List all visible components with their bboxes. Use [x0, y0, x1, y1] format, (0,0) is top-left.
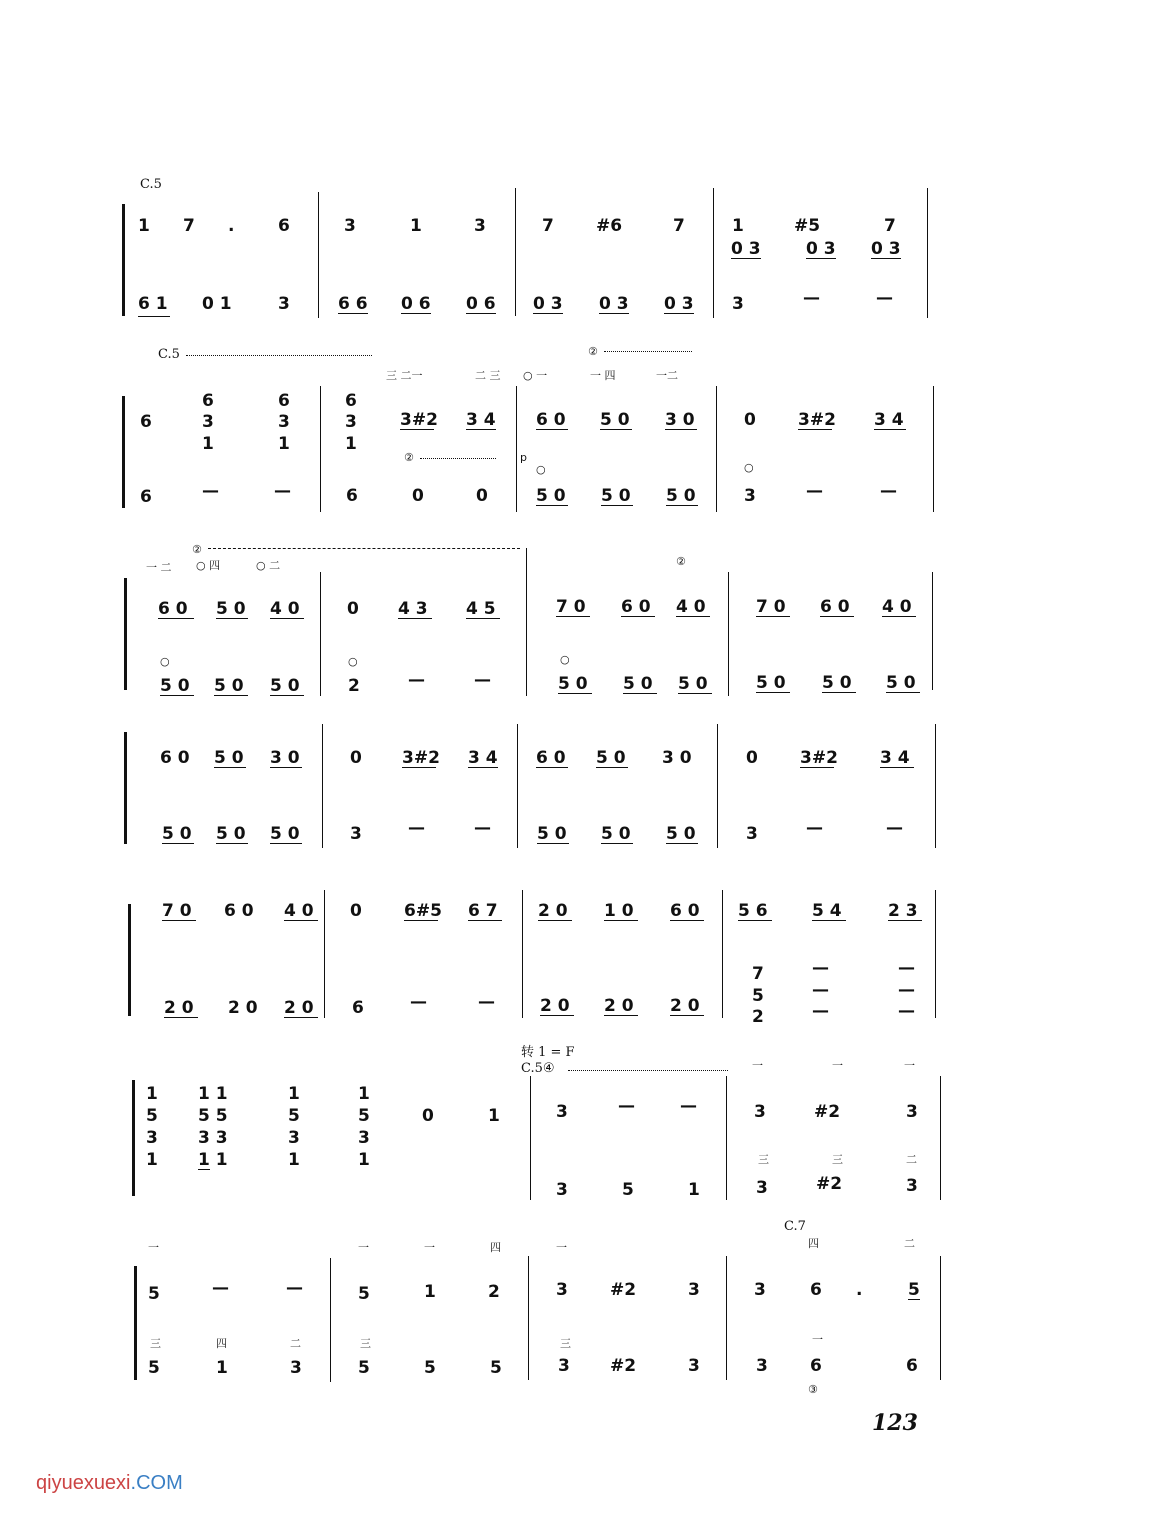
- fingering: 二 三: [475, 369, 501, 382]
- brace: [128, 904, 131, 1016]
- note: 6 0: [224, 901, 254, 921]
- note: —: [806, 818, 823, 838]
- barline: [320, 572, 321, 696]
- note: 5: [622, 1180, 634, 1200]
- note: 7: [673, 216, 685, 236]
- note: 0: [746, 748, 758, 768]
- note: 5 0: [678, 674, 708, 694]
- note: 0 3: [731, 239, 761, 259]
- note: 6: [906, 1356, 918, 1376]
- note: 7: [752, 964, 764, 984]
- note: 7 0: [162, 901, 192, 921]
- note: 1: [202, 434, 214, 454]
- key-change: 转 1 = F: [521, 1045, 575, 1060]
- note: 0: [350, 901, 362, 921]
- note: 5 0: [756, 673, 786, 693]
- note: 3: [688, 1280, 700, 1300]
- note: 3: [556, 1280, 568, 1300]
- barline: [728, 572, 729, 696]
- note: 5: [490, 1358, 502, 1378]
- note: 1: [424, 1282, 436, 1302]
- dynamic: p: [520, 451, 527, 464]
- note: 3: [754, 1280, 766, 1300]
- note: 3: [278, 412, 290, 432]
- note: 0 3: [533, 294, 563, 314]
- fingering: 三: [360, 1337, 371, 1350]
- barline: [517, 724, 518, 848]
- note: #2: [816, 1174, 843, 1194]
- note: 5 0: [558, 674, 588, 694]
- note: 1: [138, 216, 150, 236]
- note: 0 3: [664, 294, 694, 314]
- watermark: [36, 1472, 183, 1495]
- note: 4 0: [284, 901, 314, 921]
- fingering: 一: [148, 1241, 159, 1254]
- note: 2: [488, 1282, 500, 1302]
- note: 1: [216, 1358, 228, 1378]
- barline: [935, 724, 936, 848]
- note: #5: [794, 216, 821, 236]
- note: 3 4: [874, 410, 904, 430]
- note: —: [202, 481, 219, 501]
- note: —: [474, 818, 491, 838]
- fingering: 一: [424, 1241, 435, 1254]
- note: 6 6: [338, 294, 368, 314]
- note: 3: [688, 1356, 700, 1376]
- note: 0: [347, 599, 359, 619]
- note: 6: [278, 216, 290, 236]
- barline: [526, 548, 527, 696]
- note: —: [408, 670, 425, 690]
- barline: [933, 386, 934, 512]
- note: 7: [884, 216, 896, 236]
- barline: [927, 188, 928, 318]
- note: 0: [350, 748, 362, 768]
- note: 1: [146, 1084, 158, 1104]
- open-string: ○: [348, 655, 358, 668]
- note: 6 1: [138, 294, 168, 314]
- note: —: [274, 481, 291, 501]
- note: —: [812, 980, 829, 1000]
- note: #6: [596, 216, 623, 236]
- note: 3#2: [798, 410, 836, 430]
- note: 3: [754, 1102, 766, 1122]
- note: 5 4: [812, 901, 842, 921]
- note: 5 0: [270, 676, 300, 696]
- note: 5 0: [666, 824, 696, 844]
- note: 2 3: [888, 901, 918, 921]
- fingering: 三 二一: [386, 369, 423, 382]
- fingering: 三: [758, 1153, 769, 1166]
- note: 2 0: [670, 996, 700, 1016]
- mark: C.5: [140, 177, 162, 192]
- fingering: 一 二: [146, 561, 172, 574]
- barline: [522, 890, 523, 1018]
- note: 1: [688, 1180, 700, 1200]
- note: 6 0: [670, 901, 700, 921]
- note: 6: [345, 391, 357, 411]
- barline: [713, 188, 714, 318]
- string-mark: ②: [404, 451, 414, 464]
- note: 5 0: [601, 486, 631, 506]
- note: 1: [358, 1150, 370, 1170]
- note: 5 0: [216, 824, 246, 844]
- note: #2: [814, 1102, 841, 1122]
- barline: [940, 1256, 941, 1380]
- note: 5 0: [214, 676, 244, 696]
- note: 3: [732, 294, 744, 314]
- mark: C.7: [784, 1219, 806, 1234]
- note: 1: [146, 1150, 158, 1170]
- note: —: [886, 818, 903, 838]
- note: 6 7: [468, 901, 498, 921]
- note: 5 0: [162, 824, 192, 844]
- note: 3: [556, 1180, 568, 1200]
- fingering: 四: [808, 1237, 819, 1250]
- note: 5: [424, 1358, 436, 1378]
- note: —: [898, 980, 915, 1000]
- fingering: 四: [216, 1337, 227, 1350]
- note: 3#2: [800, 748, 838, 768]
- string-mark: ②: [588, 345, 598, 358]
- brace: [124, 732, 127, 844]
- note: 7 0: [756, 597, 786, 617]
- barline: [320, 386, 321, 512]
- fingering: 一: [812, 1333, 823, 1346]
- note: 0: [412, 486, 424, 506]
- note: 4 3: [398, 599, 428, 619]
- note: 1 1: [198, 1150, 228, 1170]
- note: 2 0: [604, 996, 634, 1016]
- note: 3: [556, 1102, 568, 1122]
- note: 3 3: [198, 1128, 228, 1148]
- barline: [324, 890, 325, 1018]
- note: 1: [410, 216, 422, 236]
- note: 6: [352, 998, 364, 1018]
- note: —: [806, 481, 823, 501]
- barline: [528, 1256, 529, 1380]
- note: 1: [278, 434, 290, 454]
- note: 0 6: [466, 294, 496, 314]
- note: 4 0: [270, 599, 300, 619]
- note: —: [803, 288, 820, 308]
- note: 1: [345, 434, 357, 454]
- note: 6#5: [404, 901, 442, 921]
- note: 3: [146, 1128, 158, 1148]
- note: 4 0: [882, 597, 912, 617]
- note: —: [212, 1278, 229, 1298]
- note: 5 0: [666, 486, 696, 506]
- note: 3: [358, 1128, 370, 1148]
- note: 3 0: [270, 748, 300, 768]
- note: 4 5: [466, 599, 496, 619]
- note: 5: [148, 1284, 160, 1304]
- note: 3: [290, 1358, 302, 1378]
- note: —: [408, 818, 425, 838]
- note: 3: [756, 1178, 768, 1198]
- open-string: ○: [160, 655, 170, 668]
- brace: [134, 1266, 137, 1380]
- note: 6 0: [158, 599, 188, 619]
- note: 2 0: [228, 998, 258, 1018]
- note: 6: [278, 391, 290, 411]
- note: 5: [358, 1284, 370, 1304]
- barline: [726, 1076, 727, 1200]
- note: 3: [345, 412, 357, 432]
- barline: [318, 192, 319, 318]
- note: 6 0: [160, 748, 190, 768]
- note: 6: [202, 391, 214, 411]
- note: —: [286, 1278, 303, 1298]
- watermark-part-2: .COM: [130, 1472, 183, 1494]
- note: 5 0: [822, 673, 852, 693]
- note: 3: [744, 486, 756, 506]
- note: —: [478, 992, 495, 1012]
- note: —: [812, 958, 829, 978]
- note: 5: [752, 986, 764, 1006]
- barline: [932, 572, 933, 690]
- note: 3: [756, 1356, 768, 1376]
- note: 5 0: [601, 824, 631, 844]
- barline: [716, 386, 717, 512]
- note: 2: [348, 676, 360, 696]
- note: 0 6: [401, 294, 431, 314]
- note: 0 3: [871, 239, 901, 259]
- note: 2: [752, 1007, 764, 1027]
- fingering: 一: [752, 1059, 763, 1072]
- note: 5 0: [886, 673, 916, 693]
- barline: [935, 890, 936, 1018]
- note: 1 1: [198, 1084, 228, 1104]
- note: 0: [476, 486, 488, 506]
- note: .: [856, 1280, 863, 1300]
- note: 5 0: [596, 748, 626, 768]
- fingering: 二: [290, 1337, 301, 1350]
- brace: [122, 396, 125, 508]
- fingering: 四: [490, 1241, 501, 1254]
- note: 5: [908, 1280, 920, 1300]
- note: 5 0: [537, 824, 567, 844]
- note: 6: [140, 487, 152, 507]
- barline: [530, 1076, 531, 1200]
- note: 6: [140, 412, 152, 432]
- note: 0: [744, 410, 756, 430]
- note: 0 3: [806, 239, 836, 259]
- note: 5: [358, 1106, 370, 1126]
- note: 5: [288, 1106, 300, 1126]
- barline: [330, 1258, 331, 1382]
- note: 1 0: [604, 901, 634, 921]
- fingering: 三: [150, 1337, 161, 1350]
- fingering: 一: [832, 1059, 843, 1072]
- note: 3: [906, 1102, 918, 1122]
- fingering: 一: [358, 1241, 369, 1254]
- note: 2 0: [164, 998, 194, 1018]
- note: —: [410, 992, 427, 1012]
- note: 3: [278, 294, 290, 314]
- note: —: [898, 958, 915, 978]
- note: 3: [906, 1176, 918, 1196]
- note: 5 0: [270, 824, 300, 844]
- note: 1: [358, 1084, 370, 1104]
- note: 3: [344, 216, 356, 236]
- note: 6 0: [820, 597, 850, 617]
- barline: [516, 386, 517, 512]
- note: —: [876, 288, 893, 308]
- mark: C.5④: [521, 1061, 555, 1076]
- note: 7: [183, 216, 195, 236]
- note: —: [812, 1001, 829, 1021]
- note: 5: [148, 1358, 160, 1378]
- note: 3#2: [402, 748, 440, 768]
- barline: [726, 1256, 727, 1380]
- mark: C.5: [158, 347, 180, 362]
- note: .: [228, 216, 235, 236]
- note: 5: [146, 1106, 158, 1126]
- note: 3 4: [880, 748, 910, 768]
- brace: [124, 578, 127, 690]
- fingering: 二: [906, 1153, 917, 1166]
- note: 0: [422, 1106, 434, 1126]
- note: 5 0: [623, 674, 653, 694]
- note: 7: [542, 216, 554, 236]
- note: 3: [288, 1128, 300, 1148]
- fingering: 一二: [656, 369, 678, 382]
- note: 3 0: [662, 748, 692, 768]
- fingering: 三: [560, 1337, 571, 1350]
- note: —: [680, 1096, 697, 1116]
- fingering: 三: [832, 1153, 843, 1166]
- note: 6: [346, 486, 358, 506]
- note: —: [880, 481, 897, 501]
- note: 5 0: [600, 410, 630, 430]
- barline: [515, 188, 516, 316]
- note: 3#2: [400, 410, 438, 430]
- string-mark: ③: [808, 1383, 818, 1396]
- note: 2 0: [284, 998, 314, 1018]
- note: 6 0: [536, 410, 566, 430]
- note: 3: [474, 216, 486, 236]
- note: 5 6: [738, 901, 768, 921]
- note: 2 0: [540, 996, 570, 1016]
- note: 3 4: [466, 410, 496, 430]
- barline: [322, 724, 323, 848]
- fingering: 一: [556, 1241, 567, 1254]
- note: 6 0: [621, 597, 651, 617]
- open-string: ○: [536, 463, 546, 476]
- string-mark: ②: [676, 555, 686, 568]
- note: 5 0: [160, 676, 190, 696]
- note: —: [474, 670, 491, 690]
- note: 1: [488, 1106, 500, 1126]
- note: 6: [810, 1280, 822, 1300]
- open-string: ○: [560, 653, 570, 666]
- note: 3: [350, 824, 362, 844]
- note: 1: [288, 1084, 300, 1104]
- note: —: [618, 1096, 635, 1116]
- note: 5 0: [216, 599, 246, 619]
- note: 5 0: [214, 748, 244, 768]
- note: 3 0: [665, 410, 695, 430]
- barline: [717, 724, 718, 848]
- note: 3: [202, 412, 214, 432]
- brace: [132, 1080, 135, 1196]
- open-string: ○: [744, 461, 754, 474]
- note: 7 0: [556, 597, 586, 617]
- brace: [122, 204, 125, 316]
- fingering: 一: [904, 1059, 915, 1072]
- note: 4 0: [676, 597, 706, 617]
- barline: [722, 890, 723, 1018]
- note: 0 1: [202, 294, 232, 314]
- note: 3: [746, 824, 758, 844]
- fingering: ○ 四: [196, 559, 221, 572]
- barline: [940, 1076, 941, 1200]
- note: 5 5: [198, 1106, 228, 1126]
- note: 0 3: [599, 294, 629, 314]
- string-mark: ②: [192, 543, 202, 556]
- note: 5 0: [536, 486, 566, 506]
- fingering: 一 四: [590, 369, 616, 382]
- note: —: [898, 1001, 915, 1021]
- fingering: ○ 二: [256, 559, 281, 572]
- fingering: ○ 一: [523, 369, 548, 382]
- note: 2 0: [538, 901, 568, 921]
- note: #2: [610, 1356, 637, 1376]
- page-number: 123: [872, 1410, 918, 1436]
- note: 5: [358, 1358, 370, 1378]
- note: 6: [810, 1356, 822, 1376]
- note: 1: [288, 1150, 300, 1170]
- note: #2: [610, 1280, 637, 1300]
- note: 3: [558, 1356, 570, 1376]
- fingering: 二: [904, 1237, 915, 1250]
- note: 1: [732, 216, 744, 236]
- watermark-part-1: qiyuexuexi: [36, 1472, 131, 1494]
- note: 6 0: [536, 748, 566, 768]
- note: 3 4: [468, 748, 498, 768]
